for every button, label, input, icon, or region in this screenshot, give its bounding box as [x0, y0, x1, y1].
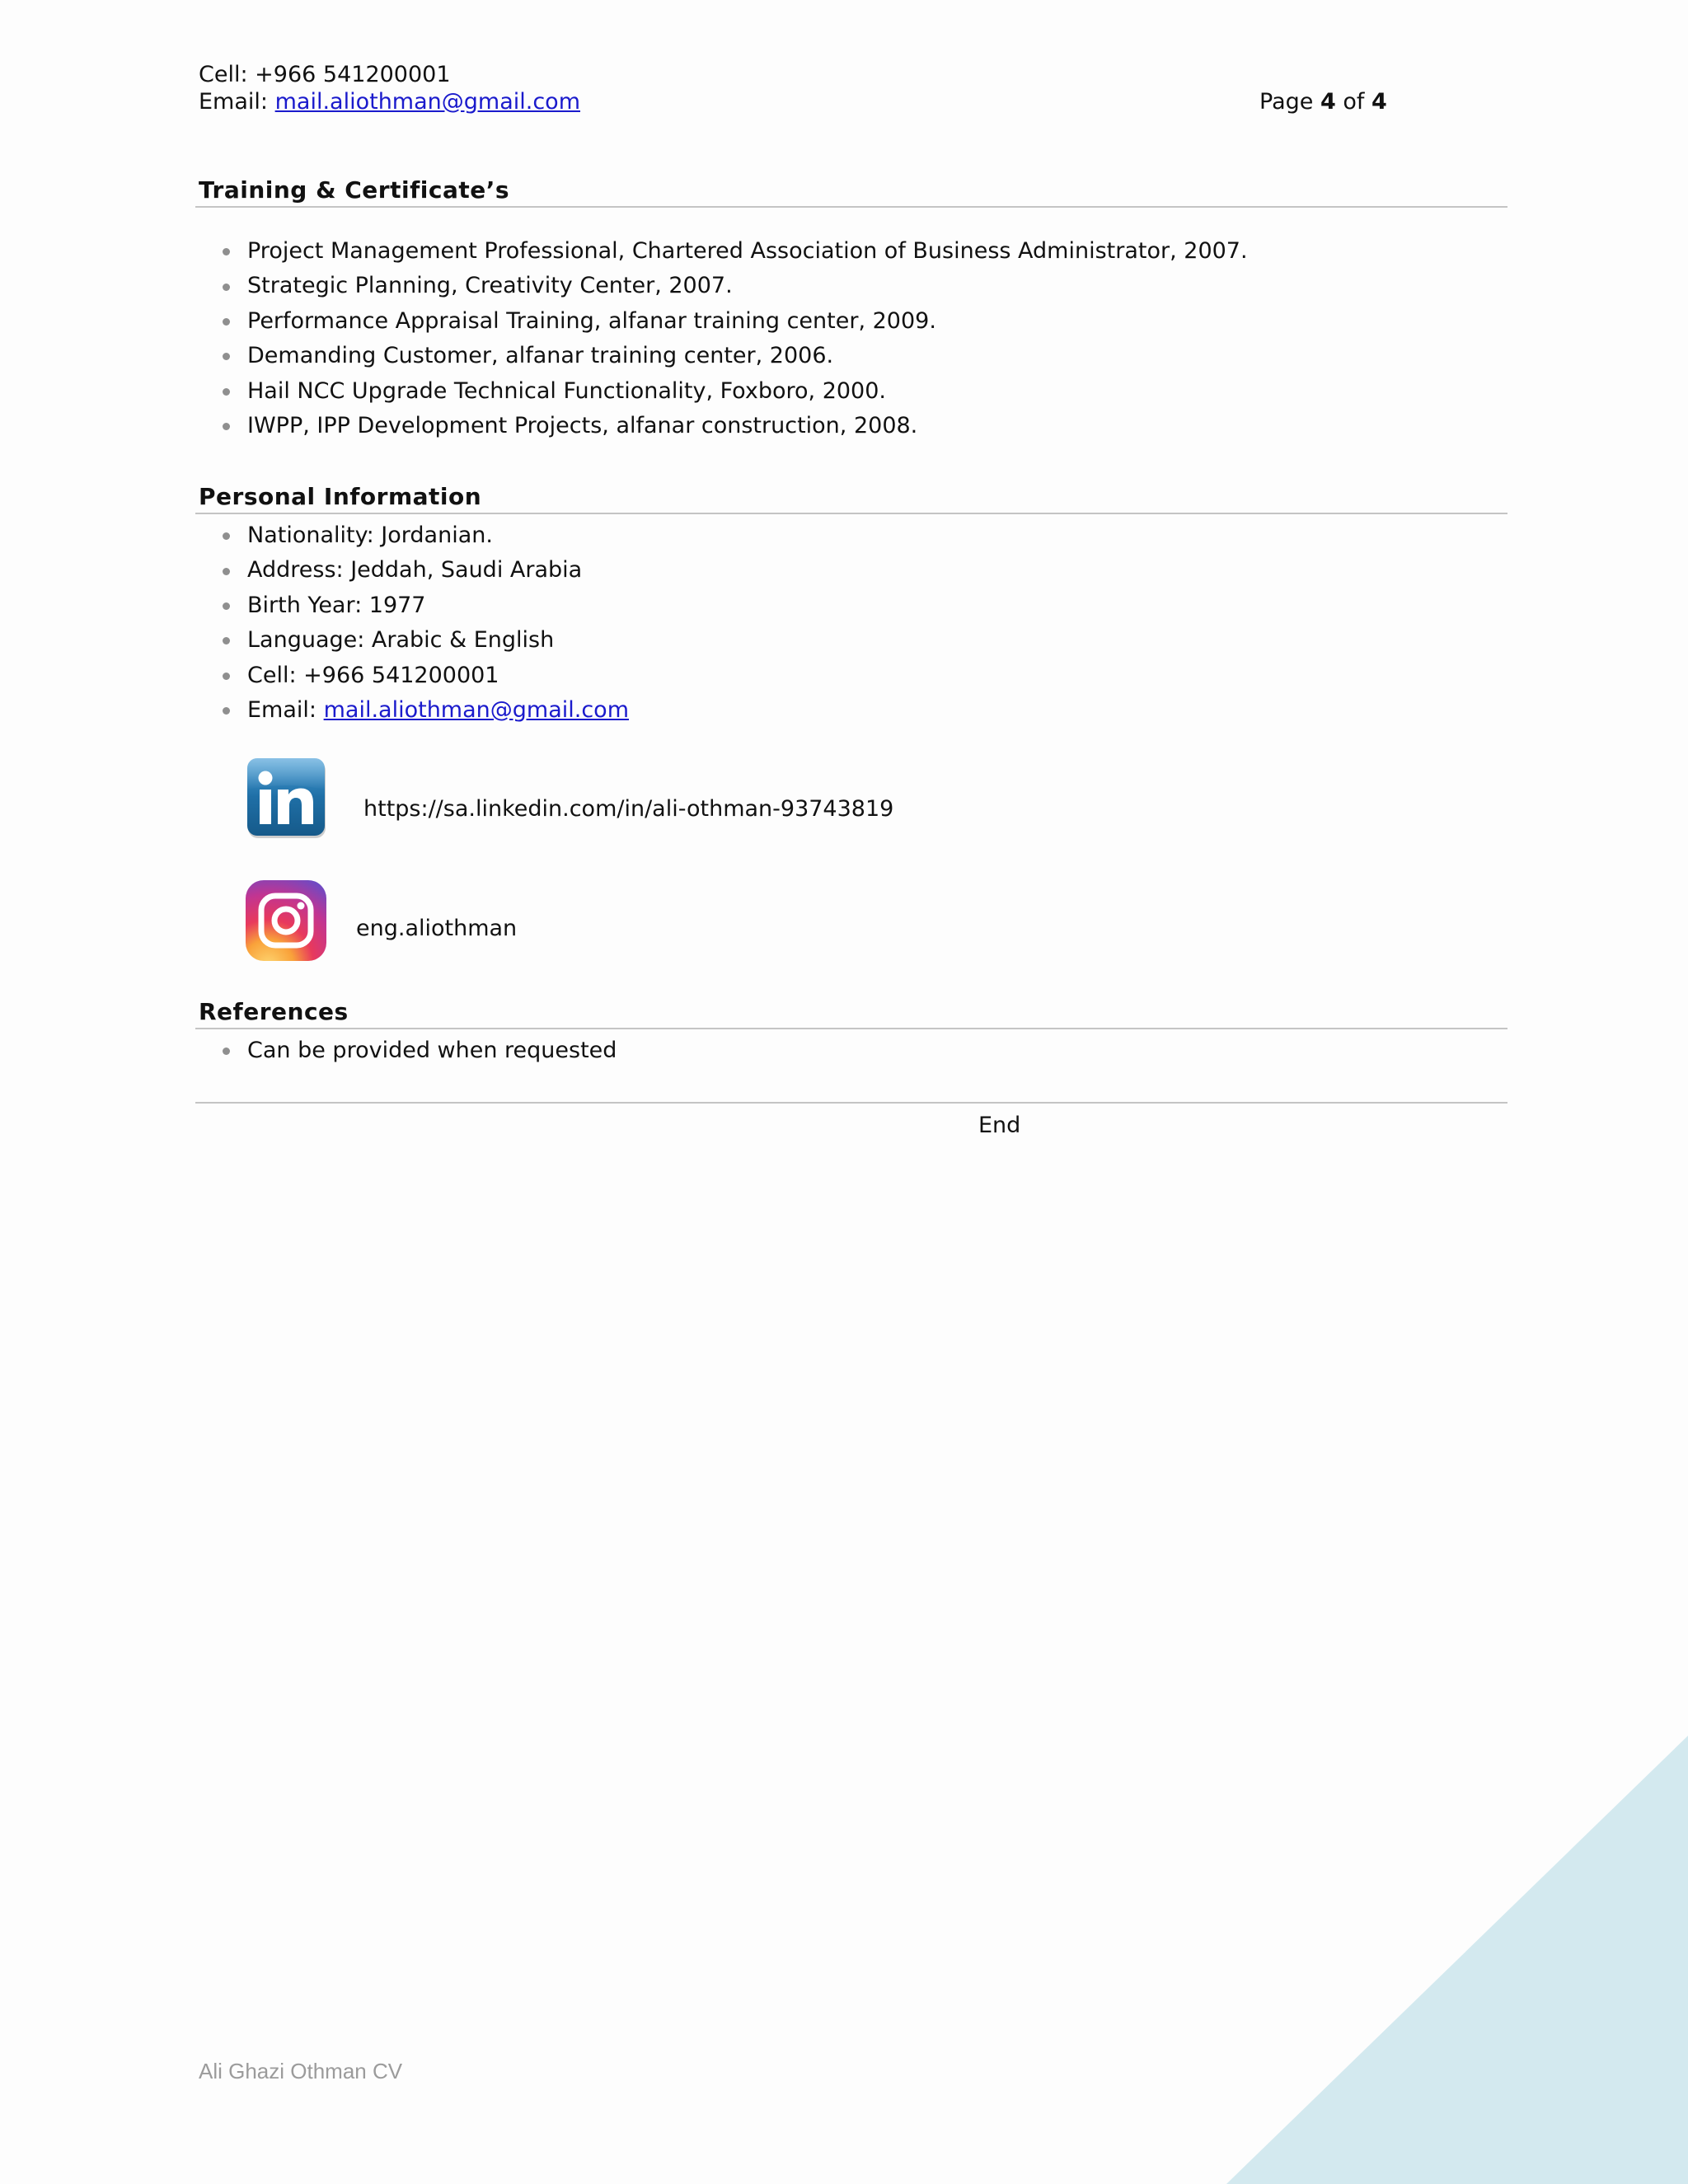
instagram-icon[interactable]: [245, 879, 327, 962]
bullet-icon: [223, 353, 230, 360]
list-item: Demanding Customer, alfanar training center, 2006.: [247, 339, 1248, 373]
header-email-label: Email:: [199, 89, 269, 115]
training-divider: [195, 206, 1507, 208]
end-divider: [195, 1102, 1507, 1104]
page-word: Page: [1259, 89, 1314, 115]
bullet-icon: [223, 423, 230, 430]
list-item-email: Email: mail.aliothman@gmail.com: [247, 693, 629, 728]
corner-decoration: [1220, 1731, 1688, 2184]
bullet-icon: [223, 707, 230, 715]
list-item: Birth Year: 1977: [247, 588, 629, 623]
bullet-icon: [223, 284, 230, 291]
list-item: Project Management Professional, Chartered Association of Business Administrator, 2007.: [247, 234, 1248, 269]
header-email: [199, 88, 580, 116]
page-number: [1259, 88, 1387, 116]
header-cell-value: +966 541200001: [255, 62, 451, 87]
footer-name: Ali Ghazi Othman CV: [199, 2059, 403, 2083]
bullet-icon: [223, 568, 230, 575]
training-list: [247, 234, 1248, 443]
bullet-icon: [223, 532, 230, 540]
linkedin-icon[interactable]: [246, 757, 328, 841]
list-item: Performance Appraisal Training, alfanar training center, 2009.: [247, 304, 1248, 339]
instagram-handle[interactable]: eng.aliothman: [356, 916, 518, 941]
header-cell: [199, 61, 451, 89]
bullet-icon: [223, 388, 230, 396]
references-list: [247, 1033, 617, 1068]
bullet-icon: [223, 673, 230, 680]
references-title: References: [199, 998, 349, 1025]
personal-divider: [195, 513, 1507, 514]
training-title: Training & Certificate’s: [199, 176, 510, 204]
list-item: Can be provided when requested: [247, 1033, 617, 1068]
list-item: Strategic Planning, Creativity Center, 2007.: [247, 269, 1248, 303]
linkedin-url[interactable]: https://sa.linkedin.com/in/ali-othman-93743819: [363, 796, 894, 822]
end-text: End: [978, 1113, 1021, 1138]
references-divider: [195, 1028, 1507, 1029]
bullet-icon: [223, 1047, 230, 1055]
page-of: of: [1343, 89, 1365, 115]
bullet-icon: [223, 602, 230, 610]
list-item: Address: Jeddah, Saudi Arabia: [247, 553, 629, 588]
page-current: 4: [1320, 89, 1336, 115]
page-total: 4: [1371, 89, 1387, 115]
personal-title: Personal Information: [199, 483, 482, 510]
bullet-icon: [223, 637, 230, 644]
list-item: Nationality: Jordanian.: [247, 518, 629, 553]
bullet-icon: [223, 248, 230, 255]
bullet-icon: [223, 318, 230, 326]
list-item: Hail NCC Upgrade Technical Functionality, Foxboro, 2000.: [247, 374, 1248, 409]
list-item: Cell: +966 541200001: [247, 658, 629, 693]
header-email-link[interactable]: mail.aliothman@gmail.com: [274, 89, 581, 115]
personal-list: [247, 518, 629, 728]
header-cell-label: Cell:: [199, 62, 248, 87]
list-item: Language: Arabic & English: [247, 623, 629, 658]
personal-email-link[interactable]: mail.aliothman@gmail.com: [323, 697, 630, 724]
list-item: IWPP, IPP Development Projects, alfanar construction, 2008.: [247, 409, 1248, 443]
